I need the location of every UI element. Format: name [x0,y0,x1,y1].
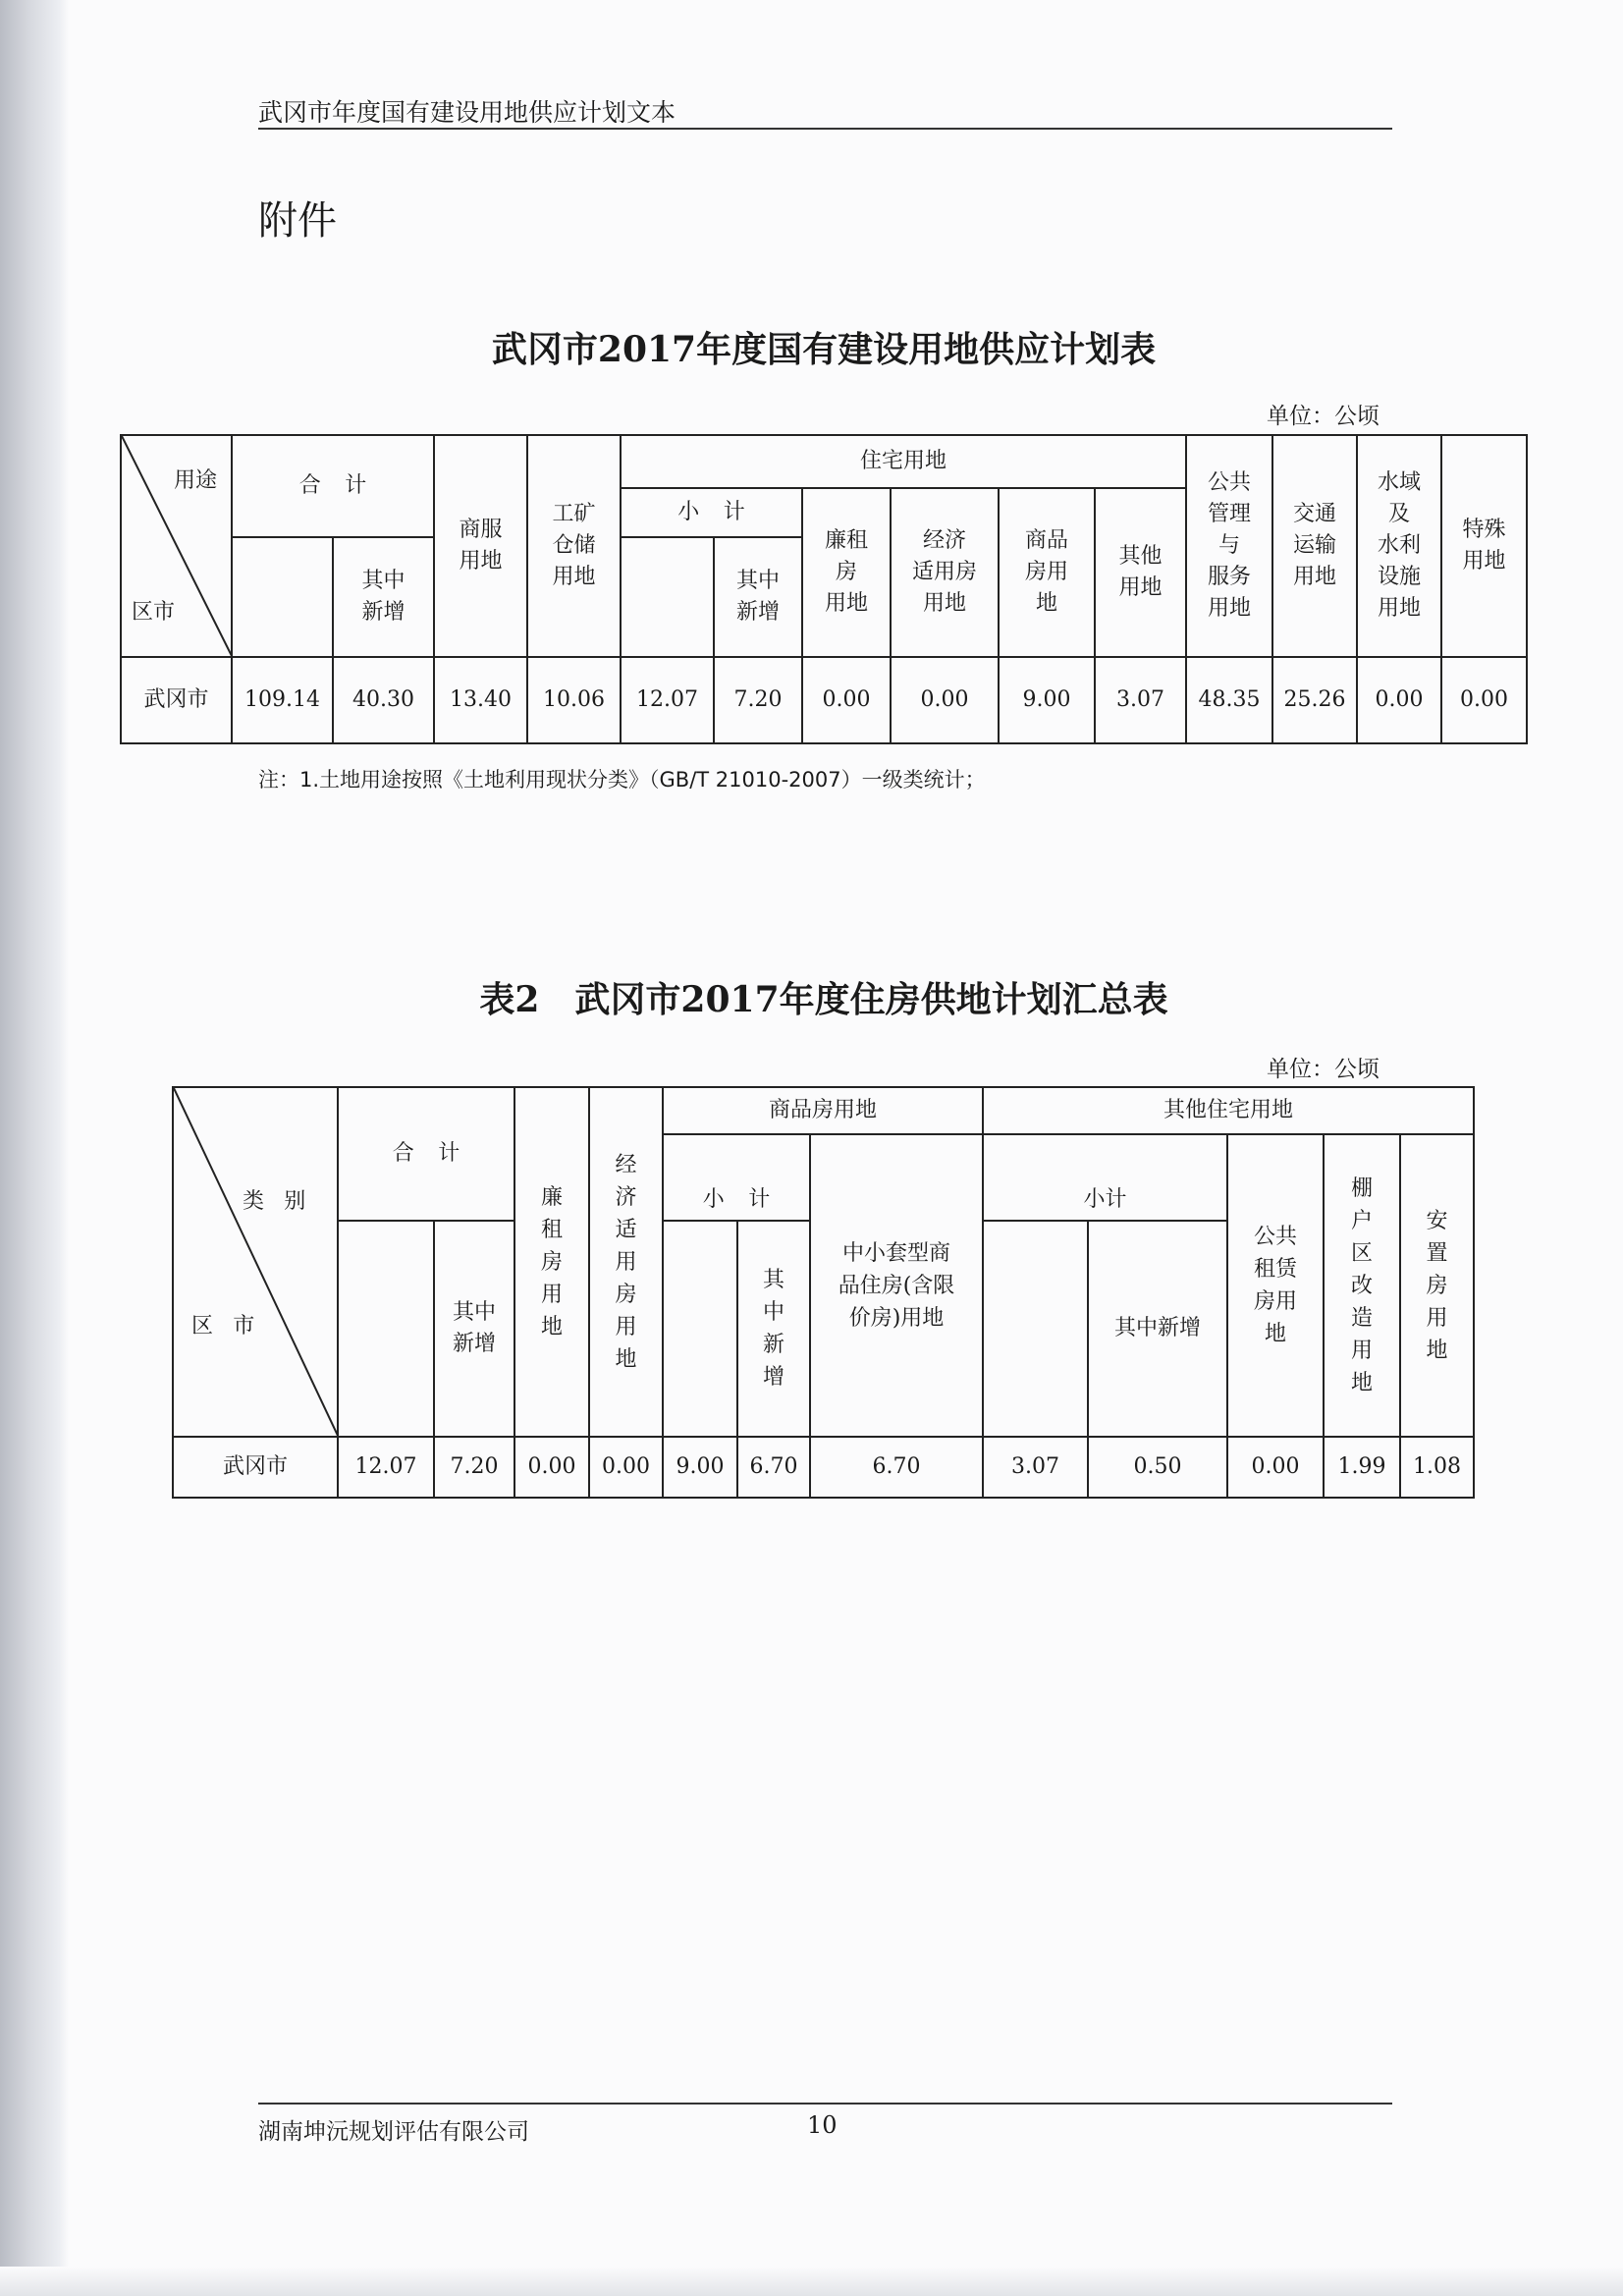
t1-val-special: 0.00 [1441,657,1527,743]
t2-h-oth-blank [983,1221,1088,1437]
t2-val-lianzu: 0.00 [514,1437,589,1498]
t1-h-total-new: 其中 新增 [333,537,434,657]
t2-h-com-blank [663,1221,737,1437]
table1-unit: 单位：公顷 [1267,404,1380,429]
t1-val-jingji: 0.00 [891,657,999,743]
t2-val-small-unit: 6.70 [810,1437,983,1498]
diagonal-line [174,1088,338,1437]
t2-h-shantytown: 棚 户 区 改 造 用 地 [1324,1134,1400,1437]
t2-h-resettle: 安 置 房 用 地 [1400,1134,1474,1437]
t1-val-shangpin: 9.00 [999,657,1095,743]
t2-val-total: 12.07 [338,1437,434,1498]
t2-val-shantytown: 1.99 [1324,1437,1400,1498]
t1-h-res-blank [621,537,714,657]
t2-h-lianzu: 廉 租 房 用 地 [514,1087,589,1437]
t1-h-commercial: 商服 用地 [434,435,527,657]
table1-corner-bottom: 区市 [132,600,176,626]
t1-val-commercial: 13.40 [434,657,527,743]
t1-h-lianzu: 廉租 房 用地 [802,488,891,657]
table1-note: 注：1.土地用途按照《土地利用现状分类》（GB/T 21010-2007）一级类统计； [258,768,986,792]
t2-val-oth-subtotal: 3.07 [983,1437,1088,1498]
t2-h-total-new: 其中 新增 [434,1221,514,1437]
t1-val-industrial: 10.06 [527,657,621,743]
table2-corner-cell [173,1087,338,1437]
t1-val-res-new: 7.20 [714,657,802,743]
t2-val-total-new: 7.20 [434,1437,514,1498]
t1-val-water: 0.00 [1357,657,1441,743]
t1-row-region: 武冈市 [121,657,232,743]
t1-val-transport: 25.26 [1272,657,1357,743]
t2-h-public-rent: 公共 租赁 房用 地 [1227,1134,1324,1437]
t1-val-total-new: 40.30 [333,657,434,743]
table2-corner-top: 类 别 [243,1189,306,1214]
t2-h-total: 合 计 [338,1087,514,1221]
footer-rule [258,2103,1392,2105]
t1-h-other: 其他 用地 [1095,488,1186,657]
table1-corner-cell [121,435,232,657]
t1-h-res-subtotal: 小 计 [621,488,802,537]
t2-val-resettle: 1.08 [1400,1437,1474,1498]
t1-val-lianzu: 0.00 [802,657,891,743]
t1-h-public: 公共 管理 与 服务 用地 [1186,435,1272,657]
t1-val-public: 48.35 [1186,657,1272,743]
t1-val-res-subtotal: 12.07 [621,657,714,743]
attachment-label: 附件 [258,198,337,244]
page-bottom-edge [0,2267,1623,2296]
table2-title: 表2 武冈市2017年度住房供地计划汇总表 [479,979,1168,1020]
t2-h-oth-new: 其中新增 [1088,1221,1227,1437]
t2-row-region: 武冈市 [173,1437,338,1498]
t1-h-total-blank [232,537,333,657]
table1 [120,434,1528,744]
t2-h-com-subtotal: 小 计 [663,1134,810,1221]
t2-val-oth-new: 0.50 [1088,1437,1227,1498]
t1-h-res-new: 其中 新增 [714,537,802,657]
t2-val-jingji: 0.00 [589,1437,663,1498]
table2 [172,1086,1475,1499]
t1-h-transport: 交通 运输 用地 [1272,435,1357,657]
t2-h-total-blank [338,1221,434,1437]
t1-h-total: 合 计 [232,435,434,537]
t2-val-public-rent: 0.00 [1227,1437,1324,1498]
t2-h-com-new: 其 中 新 增 [737,1221,810,1437]
t2-h-oth-subtotal: 小计 [983,1134,1227,1221]
t2-h-jingji: 经 济 适 用 房 用 地 [589,1087,663,1437]
table1-title: 武冈市2017年度国有建设用地供应计划表 [491,329,1157,370]
footer-company: 湖南坤沅规划评估有限公司 [258,2119,529,2145]
table2-unit: 单位：公顷 [1267,1057,1380,1082]
t2-val-com-subtotal: 9.00 [663,1437,737,1498]
running-header: 武冈市年度国有建设用地供应计划文本 [258,98,676,127]
header-rule [258,128,1392,130]
t1-val-other: 3.07 [1095,657,1186,743]
t1-h-residential: 住宅用地 [621,435,1186,488]
table1-corner-top: 用途 [173,468,217,493]
t1-h-water: 水域 及 水利 设施 用地 [1357,435,1441,657]
page-number: 10 [807,2111,838,2139]
t2-val-com-new: 6.70 [737,1437,810,1498]
t1-h-shangpin: 商品 房用 地 [999,488,1095,657]
t2-h-other-res: 其他住宅用地 [983,1087,1474,1134]
t2-h-small-unit: 中小套型商 品住房(含限 价房)用地 [810,1134,983,1437]
t1-val-total: 109.14 [232,657,333,743]
table2-corner-bottom: 区 市 [191,1314,255,1339]
t1-h-industrial: 工矿 仓储 用地 [527,435,621,657]
t1-h-special: 特殊 用地 [1441,435,1527,657]
t1-h-jingji: 经济 适用房 用地 [891,488,999,657]
t2-h-commodity: 商品房用地 [663,1087,983,1134]
